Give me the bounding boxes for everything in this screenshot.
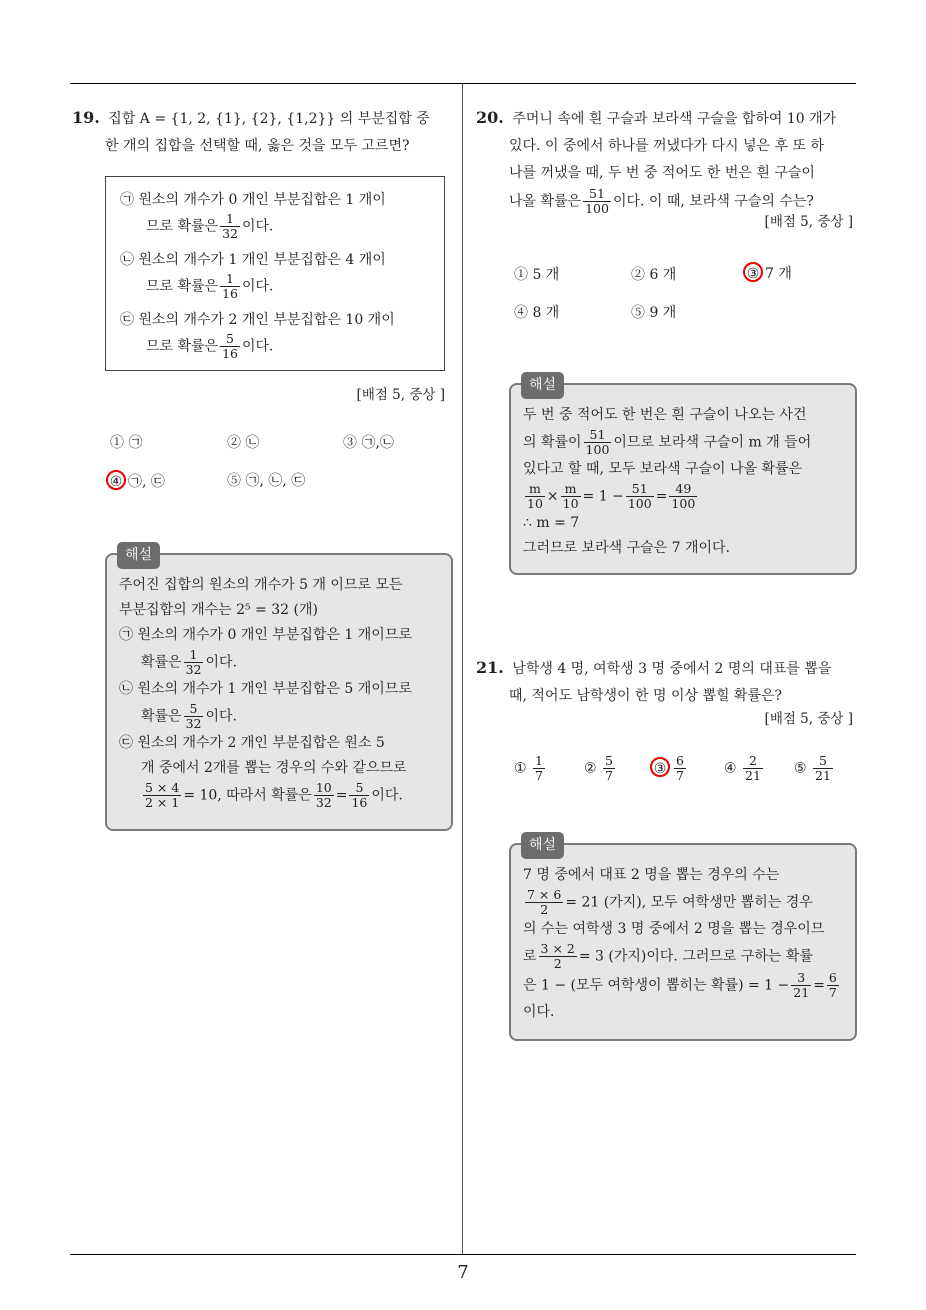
- question-19-line1: 19. 집합 A = {1, 2, {1}, {2}, {1,2}} 의 부분집합 중: [72, 108, 430, 127]
- solution-tag: 해설: [521, 372, 564, 399]
- fraction: $\frac{49}{100}$: [671, 481, 696, 511]
- fraction: $\frac{51}{100}$: [585, 186, 609, 216]
- choice-1[interactable]: ① 5 개: [514, 267, 560, 283]
- choice-5[interactable]: ⑤ 9 개: [631, 305, 677, 321]
- question-20: 20. 주머니 속에 흰 구슬과 보라색 구슬을 합하여 10 개가 있다. 이 중에서 하나를 꺼냈다가 다시 넣은 후 또 하 나를 꺼냈을 때, 두 번 중 적어도 한 번은 흰 구슬이 나올 확률은 $\frac{51}{100}$ 이다. 이 때, 보라색 구슬의 수는?: [476, 108, 837, 216]
- q20-score: [배점 5, 중상 ]: [764, 214, 853, 230]
- fraction: $\frac{5}{32}$: [185, 701, 202, 731]
- question-number: 20.: [476, 108, 504, 127]
- fraction: $\frac{1}{16}$: [222, 271, 238, 301]
- q20-choices: [514, 264, 854, 324]
- q21-score: [배점 5, 중상 ]: [764, 711, 853, 727]
- fraction: $\frac{10}{32}$: [315, 780, 332, 810]
- column-divider: [462, 84, 463, 1254]
- choice-2[interactable]: ② $\frac{5}{7}$: [584, 753, 613, 783]
- fraction: $\frac{51}{100}$: [585, 427, 610, 457]
- choice-3[interactable]: ③ ㉠,㉡: [343, 435, 394, 451]
- selected-answer-circle: ④: [106, 470, 126, 490]
- header-rule: [70, 83, 856, 84]
- q21-solution-box: 해설 7 명 중에서 대표 2 명을 뽑는 경우의 수는 $\frac{7 \times 6}{2}$ = 21 (가지), 모두 여학생만 뽑히는 경우 의 수는 여학생 3 명 중에서 2 명을 뽑는 경우이므 로 $\frac{3 \times 2}{2}$ = 3 (가지)이다. 그러므로 구하는 확률 은 1 − (모두 여학생이 뽑히는 확률) = 1 − $\frac{3}{21}$ = $\frac{6}{7}$ 이다.: [509, 843, 857, 1041]
- fraction: $\frac{1}{32}$: [222, 211, 238, 241]
- statement-3: ㉢ 원소의 개수가 2 개인 부분집합은 10 개이 므로 확률은 $\frac{5}{16}$ 이다.: [120, 312, 395, 361]
- fraction: $\frac{51}{100}$: [627, 481, 652, 511]
- fraction: $\frac{m}{10}$: [562, 481, 579, 511]
- q19-solution-box: 해설 주어진 집합의 원소의 개수가 5 개 이므로 모든 부분집합의 개수는 2⁵ = 32 (개) ㉠ 원소의 개수가 0 개인 부분집합은 1 개이므로 확률은 $\frac{1}{32}$ 이다. ㉡ 원소의 개수가 1 개인 부분집합은 5 개이므로 확률은 $\frac{5}{32}$ 이다. ㉢ 원소의 개수가 2 개인 부분집합은 원소 5 개 중에서 2개를 뽑는 경우의 수와 같으므로 $\frac{5 \times 4}{2 \times 1}$ = 10, 따라서 확률은 $\frac{10}{32}$ = $\frac{5}{16}$ 이다.: [105, 553, 453, 831]
- choice-1[interactable]: ① $\frac{1}{7}$: [514, 753, 543, 783]
- q20-solution-box: 해설 두 번 중 적어도 한 번은 흰 구슬이 나오는 사건 의 확률이 $\frac{51}{100}$ 이므로 보라색 구슬이 m 개 들어 있다고 할 때, 모두 보라색 구슬이 나올 확률은 $\frac{m}{10}$ × $\frac{m}{10}$ = 1 − $\frac{51}{100}$ = $\frac{49}{100}$ ∴ m = 7 그러므로 보라색 구슬은 7 개이다.: [509, 383, 857, 575]
- fraction: $\frac{5}{16}$: [351, 780, 368, 810]
- solution-tag: 해설: [117, 542, 160, 569]
- fraction: $\frac{3 \times 2}{2}$: [540, 941, 575, 971]
- selected-answer-circle: ③: [650, 757, 670, 777]
- choice-4[interactable]: ④ ㉠, ㉢: [110, 470, 165, 491]
- choice-4[interactable]: ④ $\frac{2}{21}$: [724, 753, 761, 783]
- statement-1: ㉠ 원소의 개수가 0 개인 부분집합은 1 개이 므로 확률은 $\frac{1}{32}$ 이다.: [120, 192, 386, 241]
- q19-score: [배점 5, 중상 ]: [356, 387, 445, 403]
- choice-2[interactable]: ② ㉡: [227, 435, 260, 451]
- fraction: $\frac{5 \times 4}{2 \times 1}$: [145, 780, 180, 810]
- solution-tag: 해설: [521, 832, 564, 859]
- footer-rule: [70, 1254, 856, 1255]
- fraction: $\frac{3}{21}$: [793, 970, 810, 1000]
- q19-statement-box: [105, 176, 445, 371]
- question-number: 21.: [476, 658, 504, 677]
- question-21: 21. 남학생 4 명, 여학생 3 명 중에서 2 명의 대표를 뽑을 때, 적어도 남학생이 한 명 이상 뽑힐 확률은?: [476, 658, 832, 704]
- choice-2[interactable]: ② 6 개: [631, 267, 677, 283]
- question-19: [72, 104, 456, 160]
- choice-1[interactable]: ① ㉠: [110, 435, 143, 451]
- fraction: $\frac{1}{32}$: [185, 647, 202, 677]
- choice-3[interactable]: ③ $\frac{6}{7}$: [654, 754, 688, 783]
- fraction: $\frac{5}{16}$: [222, 331, 238, 361]
- fraction: $\frac{7 \times 6}{2}$: [527, 887, 562, 917]
- choice-3[interactable]: ③ 7 개: [747, 262, 792, 283]
- choice-5[interactable]: ⑤ $\frac{5}{21}$: [794, 753, 831, 783]
- question-19-line2: 한 개의 집합을 선택할 때, 옳은 것을 모두 고르면?: [105, 138, 410, 154]
- q19-choices: [110, 432, 450, 492]
- page-number: 7: [457, 1262, 469, 1283]
- q21-choices: [514, 754, 854, 794]
- choice-5[interactable]: ⑤ ㉠, ㉡, ㉢: [227, 473, 306, 489]
- question-number: 19.: [72, 108, 100, 127]
- fraction: $\frac{6}{7}$: [828, 970, 837, 1000]
- statement-2: ㉡ 원소의 개수가 1 개인 부분집합은 4 개이 므로 확률은 $\frac{1}{16}$ 이다.: [120, 252, 386, 301]
- selected-answer-circle: ③: [743, 262, 763, 282]
- fraction: $\frac{m}{10}$: [527, 481, 543, 511]
- choice-4[interactable]: ④ 8 개: [514, 305, 560, 321]
